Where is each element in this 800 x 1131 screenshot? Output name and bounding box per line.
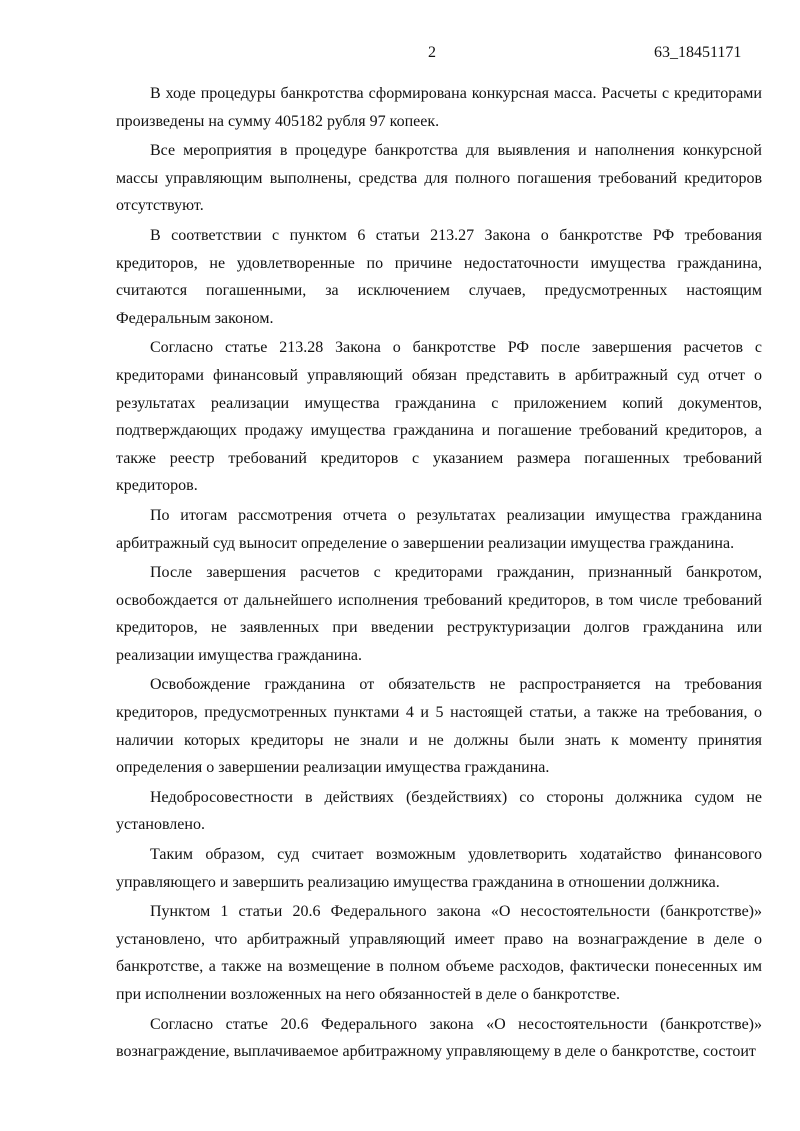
- paragraph: Таким образом, суд считает возможным удовлетворить ходатайство финансового управляющего и завершить реализацию имущества гражданина в отношении должника.: [116, 846, 762, 891]
- paragraph: Недобросовестности в действиях (бездействиях) со стороны должника судом не установлено.: [116, 788, 762, 834]
- page-header: [0, 44, 800, 68]
- document-body: [116, 80, 762, 1068]
- paragraph: В ходе процедуры банкротства сформирована конкурсная масса. Расчеты с кредиторами произведены на сумму 405182 рубля 97 копеек.: [116, 85, 762, 130]
- page-number: 2: [428, 44, 436, 61]
- document-id: 63_18451171: [654, 44, 742, 61]
- paragraph: Согласно статье 213.28 Закона о банкротстве РФ после завершения расчетов с кредиторами финансовый управляющий обязан представить в арбитражный суд отчет о результатах реализации имущества гражданина с приложением копий документов, подтверждающих продажу имущества гражданина и погашение требований кредиторов, а также реестр требований кредиторов с указанием размера погашенных требований кредиторов.: [116, 339, 762, 495]
- paragraph: Согласно статье 20.6 Федерального закона «О несостоятельности (банкротстве)» вознаграждение, выплачиваемое арбитражному управляющему в деле о банкротстве, состоит: [116, 1015, 762, 1061]
- paragraph: Освобождение гражданина от обязательств не распространяется на требования кредиторов, предусмотренных пунктами 4 и 5 настоящей статьи, а также на требования, о наличии которых кредиторы не знали и не должны были знать к моменту принятия определения о завершении реализации имущества гражданина.: [116, 676, 762, 777]
- paragraph: В соответствии с пунктом 6 статьи 213.27 Закона о банкротстве РФ требования кредиторов, не удовлетворенные по причине недостаточности имущества гражданина, считаются погашенными, за исключением случаев, предусмотренных настоящим Федеральным законом.: [116, 226, 762, 327]
- paragraph: Все мероприятия в процедуре банкротства для выявления и наполнения конкурсной массы управляющим выполнены, средства для полного погашения требований кредиторов отсутствуют.: [116, 142, 762, 215]
- paragraph: После завершения расчетов с кредиторами гражданин, признанный банкротом, освобождается от дальнейшего исполнения требований кредиторов, в том числе требований кредиторов, не заявленных при введении реструктуризации долгов гражданина или реализации имущества гражданина.: [116, 564, 762, 664]
- paragraph: По итогам рассмотрения отчета о результатах реализации имущества гражданина арбитражный суд выносит определение о завершении реализации имущества гражданина.: [116, 506, 762, 552]
- paragraph: Пунктом 1 статьи 20.6 Федерального закона «О несостоятельности (банкротстве)» установлено, что арбитражный управляющий имеет право на вознаграждение в деле о банкротстве, а также на возмещение в полном объеме расходов, фактически понесенных им при исполнении возложенных на него обязанностей в деле о банкротстве.: [116, 903, 762, 1003]
